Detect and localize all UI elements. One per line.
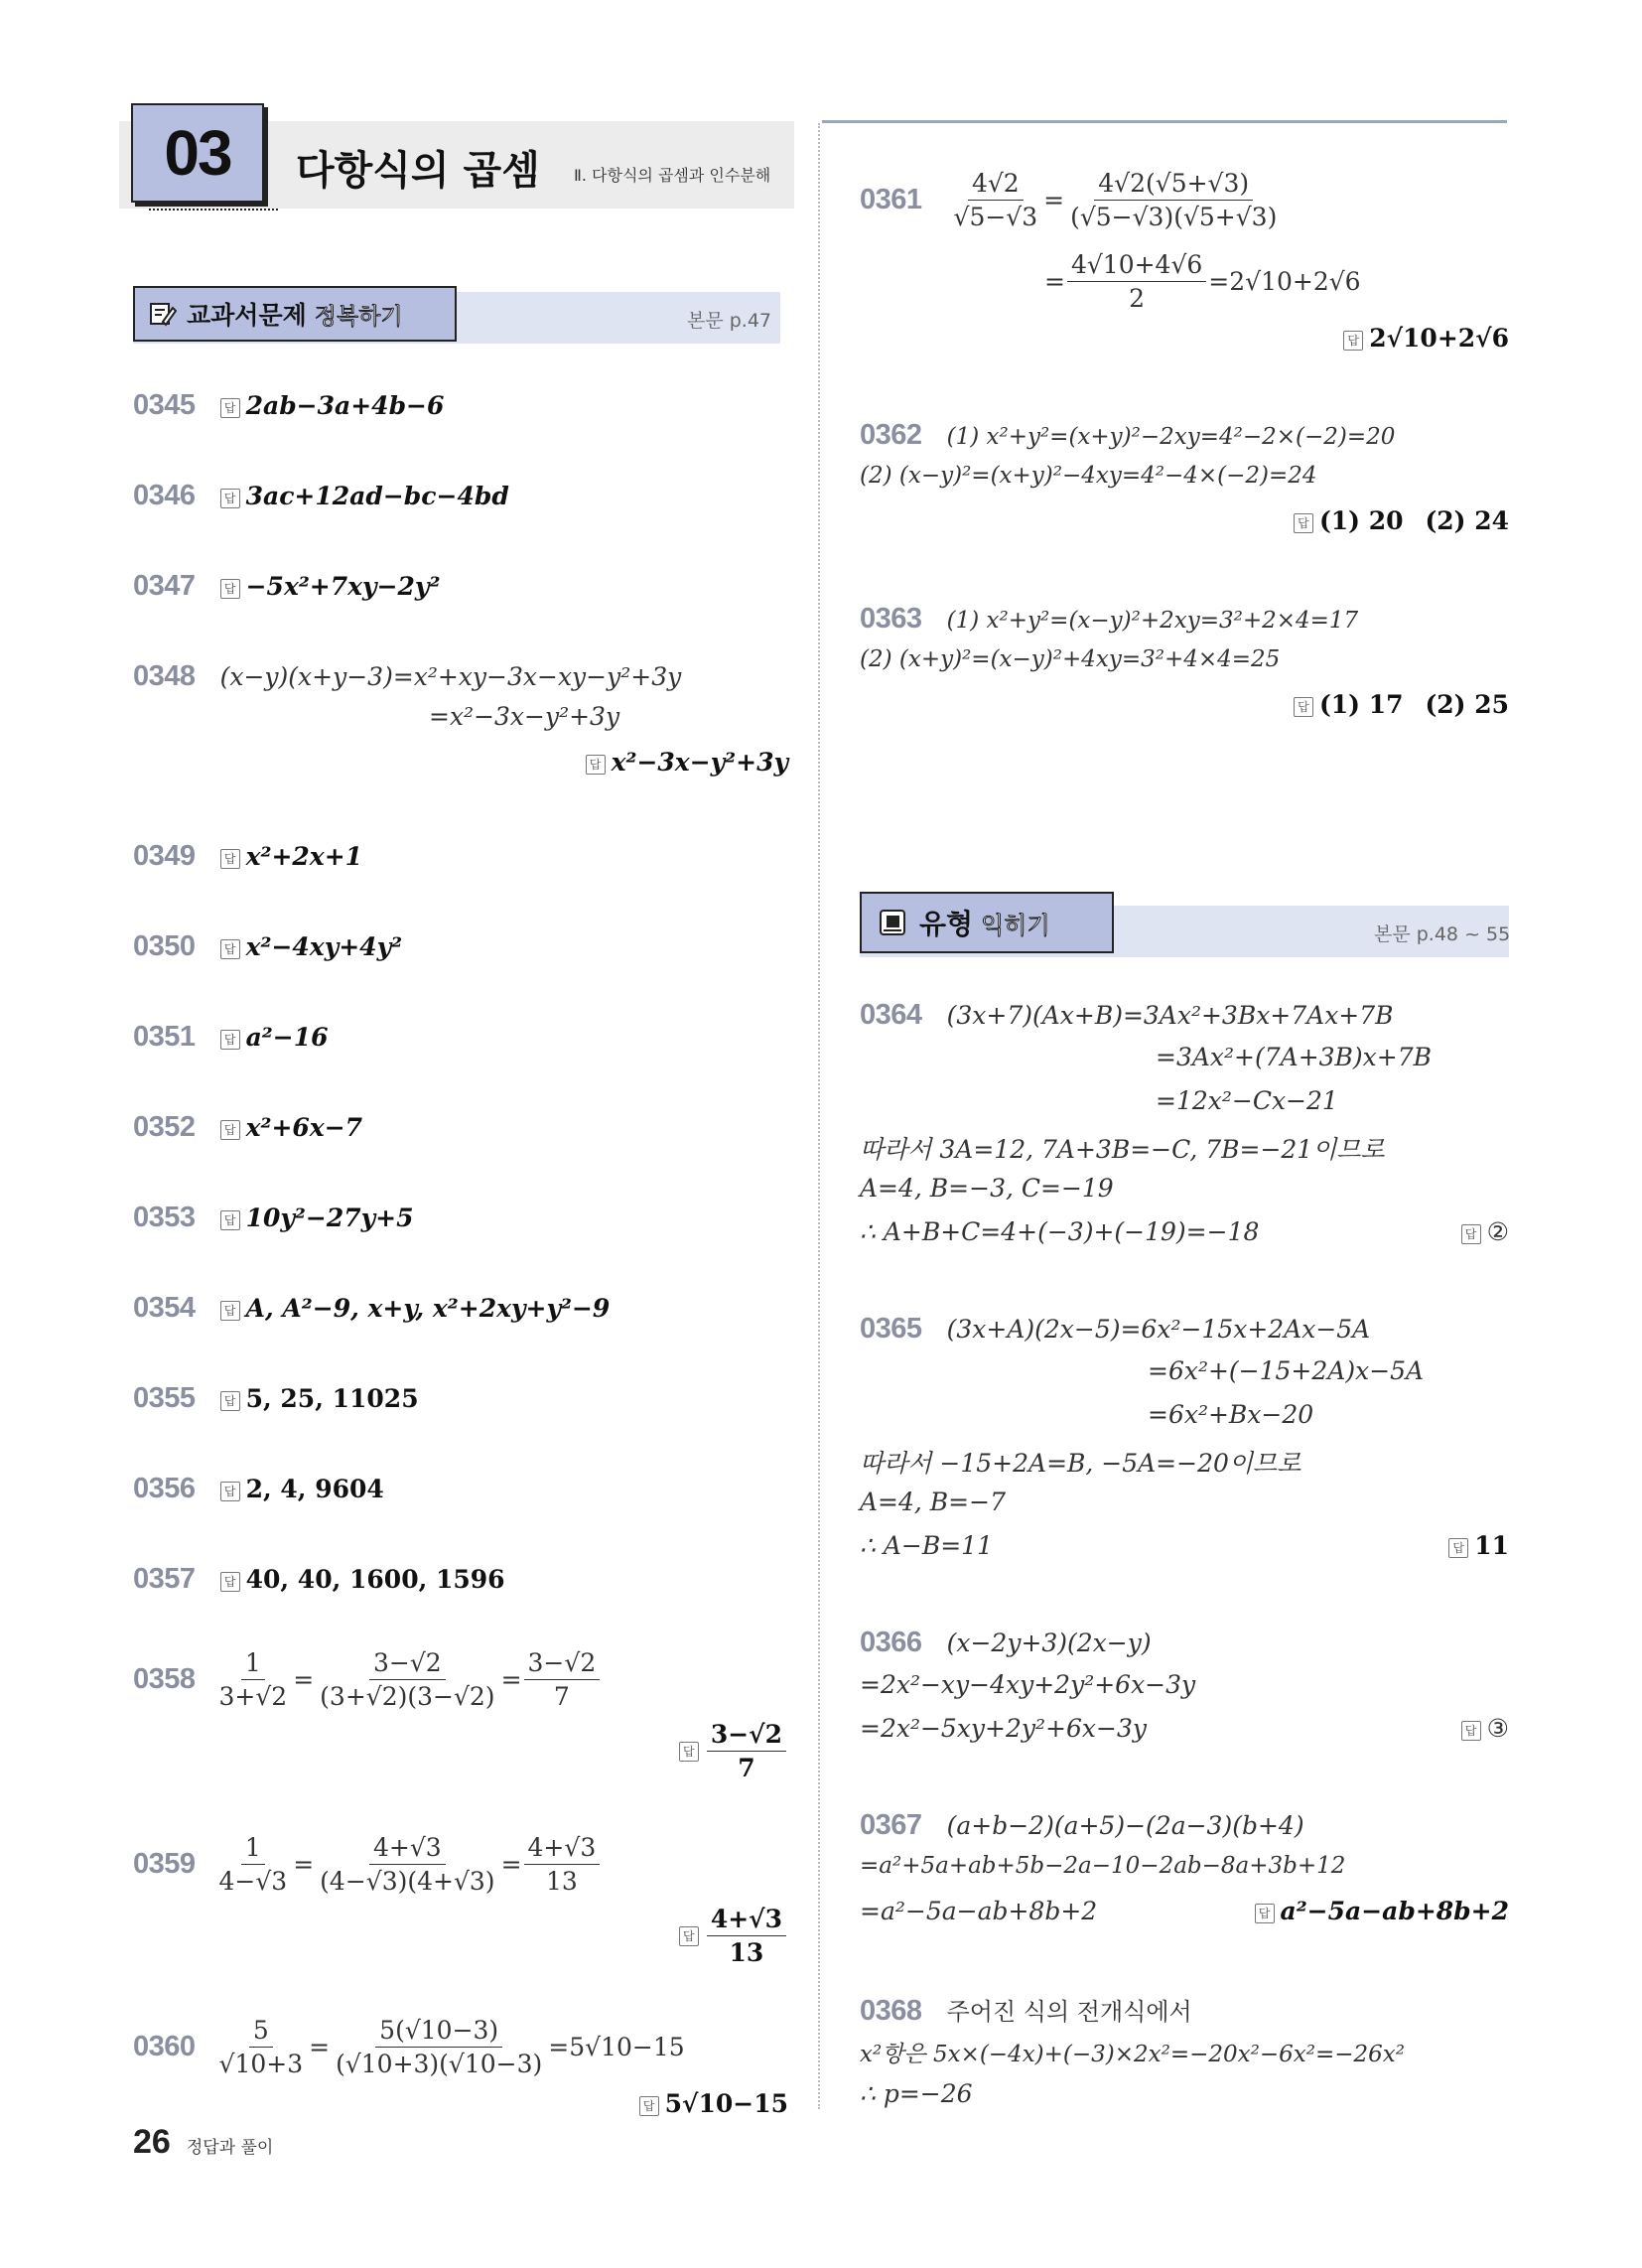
fraction-numerator: 5 <box>249 2016 273 2048</box>
solution-tail: =2√10+2√6 <box>1208 267 1361 296</box>
answer: x²+6x−7 <box>245 1113 363 1142</box>
answer-mark: 답 <box>586 755 606 775</box>
problem-0360: 0360 $\frac{5}{√10+3}$ = $\frac{5(√10-3)}{(√10+3)(√10-3)}$ =5√10−15 답 5√10−15 <box>133 2016 788 2118</box>
answer: 40, 40, 1600, 1596 <box>245 1565 505 1594</box>
problem-0363 <box>860 603 1509 732</box>
pencil-note-icon <box>149 300 177 328</box>
chapter-title: 다항식의 곱셈 <box>296 148 540 194</box>
chapter-number: 03 <box>164 117 231 189</box>
answer-mark: 답 <box>1448 1538 1468 1558</box>
answer: ② <box>1486 1217 1509 1246</box>
problem-number: 0363 <box>860 603 922 635</box>
section-ref-textbook: 본문 p.47 <box>687 310 772 332</box>
answer: 2, 4, 9604 <box>245 1475 384 1503</box>
answer-mark: 답 <box>220 1030 240 1050</box>
section-label-sub: 정복하기 <box>314 303 403 330</box>
section-label-main: 유형 <box>919 908 974 940</box>
answer: 5√10−15 <box>664 2089 788 2118</box>
fraction-numerator: 1 <box>241 1833 265 1865</box>
fraction-denominator: 4−√3 <box>218 1867 288 1896</box>
problem-number: 0368 <box>860 1995 922 2027</box>
problem-0368 <box>860 1992 1509 2121</box>
fraction-denominator: (4−√3)(4+√3) <box>320 1867 495 1896</box>
fraction-numerator: 4√10+4√6 <box>1067 250 1206 282</box>
answer-1: (1) 17 <box>1318 690 1404 719</box>
problem-number: 0345 <box>133 389 196 421</box>
section-label-main: 교과서문제 <box>187 301 307 330</box>
problem-number: 0346 <box>133 480 196 511</box>
answer-denominator: 13 <box>729 1938 764 1967</box>
problem-0365 <box>860 1313 1509 1571</box>
solution-line-1: (a+b−2)(a+5)−(2a−3)(b+4) <box>946 1811 1304 1840</box>
answer-numerator: 4+√3 <box>707 1905 786 1936</box>
solution-line-1: (3x+A)(2x−5)=6x²−15x+2Ax−5A <box>946 1315 1371 1344</box>
solution-line-1: 주어진 식의 전개식에서 <box>946 1998 1192 2026</box>
answer-mark: 답 <box>679 1926 699 1946</box>
problem-number: 0365 <box>860 1313 922 1345</box>
problem-0351 <box>133 1021 329 1054</box>
fraction-numerator: 1 <box>241 1648 265 1680</box>
problem-0348 <box>133 660 788 777</box>
problem-number: 0360 <box>133 2031 196 2062</box>
header-rule-right <box>822 120 1507 123</box>
section-label-type <box>860 892 1114 953</box>
answer-mark: 답 <box>1461 1721 1481 1741</box>
problem-number: 0356 <box>133 1473 196 1504</box>
fraction-numerator: 3−√2 <box>369 1648 446 1680</box>
answer-mark: 답 <box>220 849 240 869</box>
fraction-denominator: √5−√3 <box>953 203 1038 231</box>
problem-0367 <box>860 1809 1509 1938</box>
solution-line-3: =a²−5a−ab+8b+2 <box>860 1897 1098 1925</box>
problem-number: 0347 <box>133 570 196 602</box>
problem-number: 0350 <box>133 930 196 962</box>
answer-mark: 답 <box>639 2096 659 2116</box>
problem-number: 0352 <box>133 1111 196 1143</box>
answer-mark: 답 <box>220 939 240 959</box>
problem-0352 <box>133 1111 362 1144</box>
section-ref-type: 본문 p.48 ~ 55 <box>1374 923 1511 945</box>
solution-line-1: (3x+7)(Ax+B)=3Ax²+3Bx+7Ax+7B <box>946 1001 1394 1030</box>
answer: a²−16 <box>245 1023 329 1052</box>
answer-mark: 답 <box>1294 697 1313 717</box>
solution-line-2: =x²−3x−y²+3y <box>429 702 620 731</box>
answer-mark: 답 <box>220 1301 240 1321</box>
answer: −5x²+7xy−2y² <box>245 572 441 601</box>
solution-line-1: (1) x²+y²=(x+y)²−2xy=4²−2×(−2)=20 <box>946 424 1396 450</box>
solution-line-5: A=4, B=−3, C=−19 <box>860 1174 1114 1203</box>
problem-0364 <box>860 999 1509 1257</box>
problem-0362 <box>860 419 1509 548</box>
problem-0353 <box>133 1202 413 1234</box>
answer: 5, 25, 11025 <box>245 1384 419 1413</box>
solution-line-2: (2) (x−y)²=(x+y)²−4xy=4²−4×(−2)=24 <box>860 463 1317 489</box>
answer-numerator: 3−√2 <box>707 1720 786 1752</box>
answer-2: (2) 25 <box>1425 690 1509 719</box>
problem-0349 <box>133 840 362 873</box>
fraction-numerator: 5(√10−3) <box>375 2016 502 2048</box>
section-label-sub: 익히기 <box>981 911 1050 939</box>
answer-denominator: 7 <box>738 1754 755 1782</box>
problem-number: 0358 <box>133 1663 196 1695</box>
answer-mark: 답 <box>1294 513 1313 533</box>
problem-0357 <box>133 1563 505 1596</box>
answer-mark: 답 <box>220 1120 240 1140</box>
answer: a²−5a−ab+8b+2 <box>1280 1897 1509 1925</box>
problem-0347 <box>133 570 440 603</box>
problem-number: 0354 <box>133 1292 196 1324</box>
fraction-numerator: 4+√3 <box>524 1833 601 1865</box>
problem-0354 <box>133 1292 610 1325</box>
solution-line-2: x²항은 5x×(−4x)+(−3)×2x²=−20x²−6x²=−26x² <box>860 2042 1405 2067</box>
page-number: 26 <box>133 2123 171 2161</box>
fraction-denominator: (√5−√3)(√5+√3) <box>1070 203 1278 231</box>
chapter-badge-dots <box>149 209 278 211</box>
problem-0359: 0359 $\frac{1}{4-√3}$ = $\frac{4+√3}{(4-√3)(4+√3)}$ = $\frac{4+√3}{13}$ 답 $\frac{4+√3}{13}$ <box>133 1833 788 1972</box>
problem-number: 0349 <box>133 840 196 872</box>
problem-0345 <box>133 389 444 422</box>
problem-number: 0359 <box>133 1848 196 1880</box>
problem-number: 0362 <box>860 419 922 451</box>
solution-line-2: =3Ax²+(7A+3B)x+7B <box>1156 1043 1432 1071</box>
answer: 3ac+12ad−bc−4bd <box>245 482 509 510</box>
solution-line-1: (1) x²+y²=(x−y)²+2xy=3²+2×4=17 <box>946 608 1359 634</box>
problem-number: 0348 <box>133 660 196 692</box>
solution-line-3: =2x²−5xy+2y²+6x−3y <box>860 1714 1147 1743</box>
solution-line-2: =6x²+(−15+2A)x−5A <box>1148 1356 1425 1385</box>
fraction-denominator: 7 <box>553 1682 570 1711</box>
answer-mark: 답 <box>679 1742 699 1762</box>
breadcrumb: Ⅱ. 다항식의 곱셈과 인수분해 <box>574 166 771 185</box>
fraction-denominator: 3+√2 <box>218 1682 288 1711</box>
problem-number: 0364 <box>860 999 922 1031</box>
answer-mark: 답 <box>220 1210 240 1230</box>
fraction-denominator: √10+3 <box>218 2050 304 2078</box>
answer-mark: 답 <box>220 579 240 599</box>
solution-line-1: (x−2y+3)(2x−y) <box>946 1629 1152 1657</box>
solution-line-5: A=4, B=−7 <box>860 1488 1006 1516</box>
answer-mark: 답 <box>1461 1224 1481 1244</box>
problem-number: 0355 <box>133 1382 196 1414</box>
solution-line-6: ∴ A+B+C=4+(−3)+(−19)=−18 <box>860 1217 1260 1246</box>
problem-number: 0353 <box>133 1202 196 1233</box>
fraction-denominator: (3+√2)(3−√2) <box>320 1682 495 1711</box>
problem-0350 <box>133 930 402 963</box>
answer-mark: 답 <box>1255 1904 1275 1923</box>
solution-line-2: (2) (x+y)²=(x−y)²+4xy=3²+4×4=25 <box>860 646 1281 672</box>
answer-mark: 답 <box>1343 331 1363 351</box>
problem-0361: 0361 $\frac{4√2}{√5-√3}$ = $\frac{4√2(√5+√3)}{(√5-√3)(√5+√3)}$ = $\frac{4√10+4√6}{2}$ =2√10+2√6 답 2√10+2√6 <box>860 169 1509 353</box>
solution-line-2: =a²+5a+ab+5b−2a−10−2ab−8a+3b+12 <box>860 1853 1346 1879</box>
section-label-textbook <box>133 286 457 342</box>
answer-mark: 답 <box>220 1391 240 1411</box>
problem-number: 0361 <box>860 184 922 215</box>
solution-line-2: =2x²−xy−4xy+2y²+6x−3y <box>860 1670 1196 1699</box>
fraction-numerator: 3−√2 <box>524 1648 601 1680</box>
answer-1: (1) 20 <box>1318 506 1404 535</box>
fraction-denominator: 13 <box>545 1867 578 1896</box>
answer: 11 <box>1474 1531 1509 1560</box>
notebook-icon <box>878 908 907 937</box>
fraction-denominator: (√10+3)(√10−3) <box>336 2050 543 2078</box>
footer-label: 정답과 풀이 <box>186 2138 274 2158</box>
problem-0358: 0358 $\frac{1}{3+√2}$ = $\frac{3-√2}{(3+√2)(3-√2)}$ = $\frac{3-√2}{7}$ 답 $\frac{3-√2}{7}$ <box>133 1648 788 1787</box>
answer-mark: 답 <box>220 1572 240 1592</box>
solution-line-4: 따라서 3A=12, 7A+3B=−C, 7B=−21이므로 <box>860 1135 1385 1164</box>
answer-mark: 답 <box>220 489 240 508</box>
problem-0356 <box>133 1473 384 1505</box>
solution-line-3: ∴ p=−26 <box>860 2079 973 2108</box>
answer: x²−4xy+4y² <box>245 932 403 961</box>
answer: 10y²−27y+5 <box>245 1204 414 1232</box>
footer <box>133 2123 273 2162</box>
solution-line-3: =6x²+Bx−20 <box>1148 1400 1314 1429</box>
answer: x²−3x−y²+3y <box>611 748 788 777</box>
problem-number: 0357 <box>133 1563 196 1595</box>
fraction-numerator: 4+√3 <box>369 1833 446 1865</box>
answer: 2√10+2√6 <box>1369 324 1509 353</box>
solution-line-3: =12x²−Cx−21 <box>1156 1086 1338 1115</box>
fraction-numerator: 4√2 <box>968 169 1024 201</box>
problem-0346 <box>133 480 509 512</box>
problem-number: 0367 <box>860 1809 922 1841</box>
solution-line-4: 따라서 −15+2A=B, −5A=−20이므로 <box>860 1449 1301 1478</box>
solution-tail: =5√10−15 <box>548 2033 685 2061</box>
problem-0366 <box>860 1627 1509 1756</box>
problem-number: 0366 <box>860 1627 922 1658</box>
chapter-number-badge <box>131 103 264 203</box>
answer: 2ab−3a+4b−6 <box>245 391 445 420</box>
solution-line-6: ∴ A−B=11 <box>860 1531 993 1560</box>
answer-2: (2) 24 <box>1425 506 1509 535</box>
column-divider <box>818 123 820 2109</box>
answer-mark: 답 <box>220 1482 240 1501</box>
solution-line-1: (x−y)(x+y−3)=x²+xy−3x−xy−y²+3y <box>219 662 682 691</box>
answer: ③ <box>1486 1714 1509 1743</box>
answer-mark: 답 <box>220 398 240 418</box>
answer: x²+2x+1 <box>245 842 363 871</box>
problem-number: 0351 <box>133 1021 196 1053</box>
fraction-denominator: 2 <box>1129 284 1146 313</box>
answer: A, A²−9, x+y, x²+2xy+y²−9 <box>245 1294 611 1323</box>
problem-0355 <box>133 1382 419 1415</box>
fraction-numerator: 4√2(√5+√3) <box>1094 169 1253 201</box>
